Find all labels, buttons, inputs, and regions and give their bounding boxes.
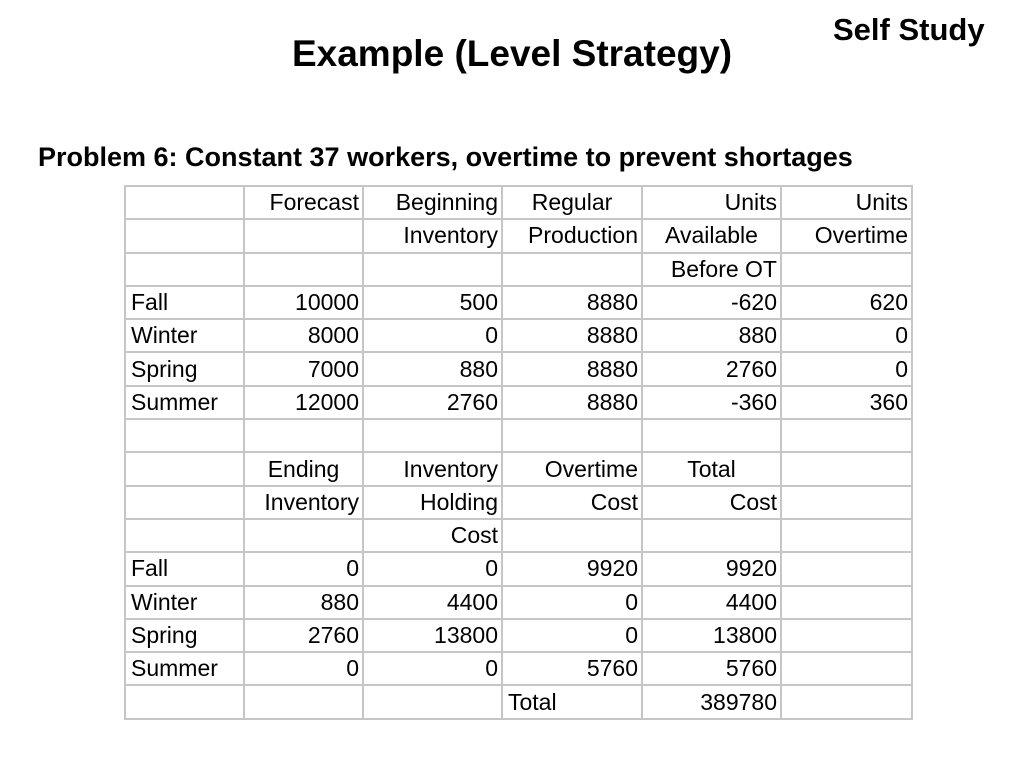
total-label: Total — [502, 685, 642, 718]
header-cell — [125, 452, 244, 485]
table-cell: 0 — [502, 619, 642, 652]
season-label: Fall — [125, 286, 244, 319]
header-cell: Total — [642, 452, 781, 485]
header-cell: Inventory — [363, 219, 502, 252]
table-cell: 9920 — [642, 552, 781, 585]
spacer-row — [125, 419, 912, 452]
header-cell — [781, 253, 912, 286]
table-row — [125, 286, 912, 319]
table-cell: 8880 — [502, 386, 642, 419]
header-cell: Cost — [502, 486, 642, 519]
plan-header-row — [125, 219, 912, 252]
table-cell: 880 — [244, 586, 363, 619]
table-cell: 7000 — [244, 352, 363, 385]
table-cell: -360 — [642, 386, 781, 419]
table-cell: 5760 — [502, 652, 642, 685]
table-row — [125, 652, 912, 685]
table-cell: 5760 — [642, 652, 781, 685]
table-cell: 2760 — [642, 352, 781, 385]
header-cell — [125, 253, 244, 286]
header-cell: Inventory — [244, 486, 363, 519]
header-cell: Production — [502, 219, 642, 252]
season-label: Spring — [125, 619, 244, 652]
header-cell — [363, 253, 502, 286]
header-cell: Available — [642, 219, 781, 252]
table-row — [125, 319, 912, 352]
total-row — [125, 685, 912, 718]
table-cell: 0 — [781, 352, 912, 385]
table-cell: 0 — [244, 652, 363, 685]
table-cell: 2760 — [244, 619, 363, 652]
table-cell: 0 — [244, 552, 363, 585]
header-cell — [244, 253, 363, 286]
season-label: Fall — [125, 552, 244, 585]
table-cell: 620 — [781, 286, 912, 319]
header-cell: Forecast — [244, 186, 363, 219]
table-cell: 10000 — [244, 286, 363, 319]
table-cell: 8880 — [502, 352, 642, 385]
header-cell: Beginning — [363, 186, 502, 219]
table-cell: -620 — [642, 286, 781, 319]
header-cell: Regular — [502, 186, 642, 219]
table-cell: 360 — [781, 386, 912, 419]
header-cell: Overtime — [502, 452, 642, 485]
header-cell: Units — [642, 186, 781, 219]
table-cell: 0 — [502, 586, 642, 619]
table-cell: 13800 — [363, 619, 502, 652]
header-cell: Cost — [363, 519, 502, 552]
table-row — [125, 619, 912, 652]
slide-title: Example (Level Strategy) — [291, 33, 733, 74]
season-label: Summer — [125, 652, 244, 685]
header-cell — [781, 519, 912, 552]
total-value: 389780 — [642, 685, 781, 718]
header-cell: Before OT — [642, 253, 781, 286]
table-cell: 0 — [363, 552, 502, 585]
cost-header-row — [125, 519, 912, 552]
season-label: Winter — [125, 586, 244, 619]
table-cell — [781, 586, 912, 619]
table-cell: 880 — [642, 319, 781, 352]
level-strategy-table — [124, 185, 913, 720]
table-row — [125, 386, 912, 419]
header-cell — [781, 486, 912, 519]
table-cell: 12000 — [244, 386, 363, 419]
header-cell — [244, 519, 363, 552]
table-cell: 4400 — [363, 586, 502, 619]
header-cell — [125, 486, 244, 519]
header-cell — [642, 519, 781, 552]
header-cell: Ending — [244, 452, 363, 485]
header-cell — [502, 253, 642, 286]
table-row — [125, 552, 912, 585]
header-cell: Holding — [363, 486, 502, 519]
header-cell — [125, 186, 244, 219]
table-cell: 8880 — [502, 319, 642, 352]
header-cell — [125, 519, 244, 552]
table-cell — [781, 552, 912, 585]
table-cell: 9920 — [502, 552, 642, 585]
cost-header-row — [125, 452, 912, 485]
table-cell: 8880 — [502, 286, 642, 319]
season-label: Winter — [125, 319, 244, 352]
table-cell: 0 — [781, 319, 912, 352]
table-cell: 4400 — [642, 586, 781, 619]
table-cell — [781, 619, 912, 652]
season-label: Summer — [125, 386, 244, 419]
table-cell: 8000 — [244, 319, 363, 352]
problem-statement: Problem 6: Constant 37 workers, overtime to prevent shortages — [38, 142, 853, 172]
season-label: Spring — [125, 352, 244, 385]
header-cell: Cost — [642, 486, 781, 519]
table-cell: 880 — [363, 352, 502, 385]
table-cell — [781, 652, 912, 685]
table-cell: 500 — [363, 286, 502, 319]
self-study-label: Self Study — [833, 12, 985, 47]
header-cell — [125, 219, 244, 252]
table-cell: 2760 — [363, 386, 502, 419]
header-cell — [244, 219, 363, 252]
table-cell: 0 — [363, 319, 502, 352]
header-cell — [502, 519, 642, 552]
table-row — [125, 352, 912, 385]
table-cell: 13800 — [642, 619, 781, 652]
header-cell: Overtime — [781, 219, 912, 252]
header-cell: Inventory — [363, 452, 502, 485]
table-cell: 0 — [363, 652, 502, 685]
header-cell: Units — [781, 186, 912, 219]
plan-header-row — [125, 186, 912, 219]
header-cell — [781, 452, 912, 485]
cost-header-row — [125, 486, 912, 519]
table-row — [125, 586, 912, 619]
plan-header-row — [125, 253, 912, 286]
